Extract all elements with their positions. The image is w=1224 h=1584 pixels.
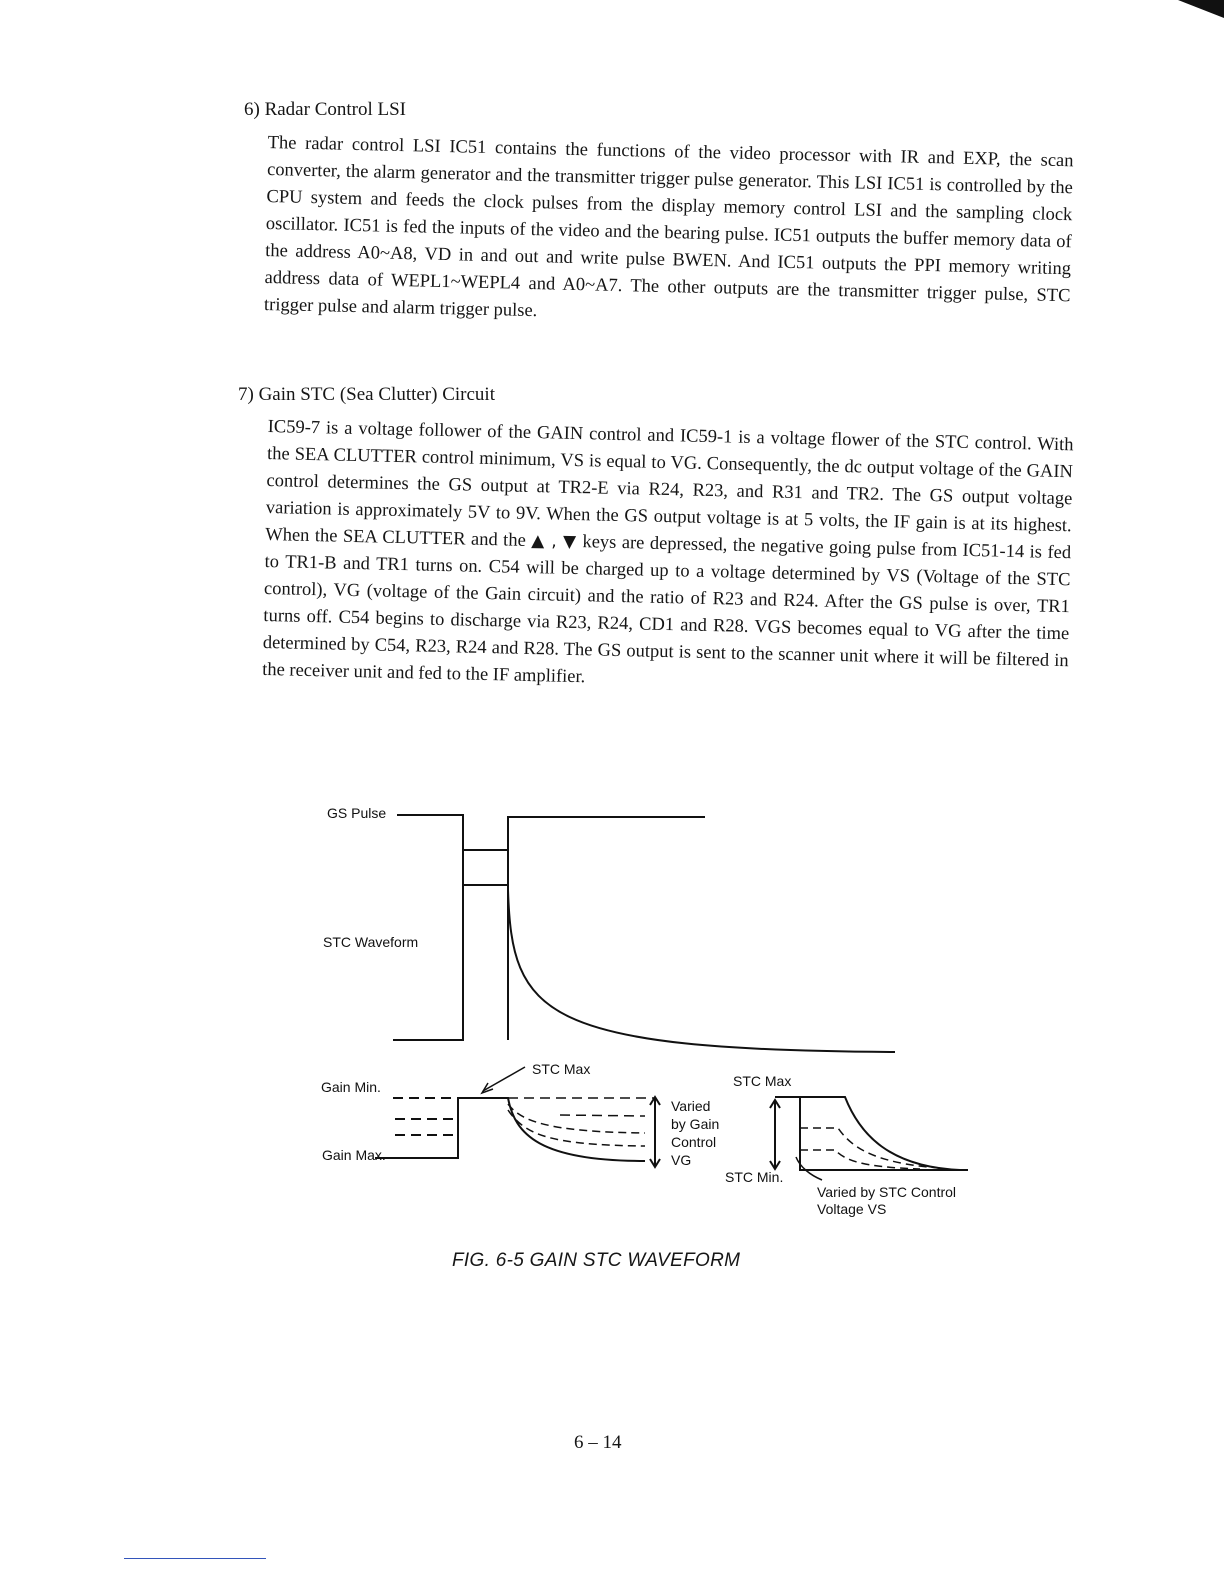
section-heading-gain-stc: 7) Gain STC (Sea Clutter) Circuit: [238, 384, 495, 405]
label-varied-line3: Control: [671, 1134, 717, 1150]
stc-curves-varied-by-gain: [503, 1098, 655, 1161]
label-stc-min: STC Min.: [725, 1169, 784, 1185]
bottom-rule: [124, 1558, 266, 1559]
page-number: 6 – 14: [574, 1432, 622, 1453]
up-down-keys-symbols: ▲ , ▼: [531, 531, 578, 553]
label-varied-line2: by Gain: [671, 1116, 720, 1132]
label-stc-waveform: STC Waveform: [323, 934, 419, 950]
label-stc-max-right: STC Max: [733, 1073, 792, 1089]
label-varied-line1: Varied: [671, 1098, 711, 1114]
gain-stc-waveform-diagram: [300, 795, 980, 1230]
label-gain-min: Gain Min.: [321, 1079, 381, 1095]
stc-max-leader: [483, 1067, 525, 1091]
gain-levels: [375, 1098, 503, 1158]
label-varied-line4: VG: [671, 1152, 692, 1168]
label-gs-pulse: GS Pulse: [327, 805, 387, 821]
varied-by-gain-arrow: [650, 1097, 660, 1167]
gs-pulse-waveform: [393, 815, 705, 1040]
paragraph-gain-stc: [262, 414, 1074, 702]
label-varied-by-stc-line2: Voltage VS: [817, 1201, 887, 1217]
label-stc-max-left: STC Max: [532, 1061, 591, 1077]
stc-level-diagram-right: [770, 1097, 968, 1180]
paragraph-gain-stc-part2: keys are depressed, the negative going pulse from IC51-14 is fed to TR1-B and TR1 turns on. C54 will be charged up to a voltage determined by VS (Voltage of the STC control), VG (voltage of the Gain circuit) and the ratio of R23 and R24. After the GS pulse is over, TR1 turns off. C54 begins to discharge via R23, R24, CD1 and R28. VGS becomes equal to VG after the time determined by C54, R23, R24 and R28. The GS output is sent to the scanner unit where it will be filtered in the receiver unit and fed to the IF amplifier.: [261, 532, 1072, 688]
paragraph-gain-stc-part1: IC59-7 is a voltage follower of the GAIN control and IC59-1 is a voltage flower of the STC control. With the SEA CLUTTER control minimum, VS is equal to VG. Consequently, the dc output voltage of the GAIN control determines the GS output at TR2-E via R24, R23, and R31 and TR2. The GS output voltage variation is approximately 5V to 9V. When the GS output voltage is at 5 volts, the IF gain is at its highest. When the SEA CLUTTER and the: [265, 416, 1074, 551]
paragraph-radar-control-lsi: The radar control LSI IC51 contains the functions of the video processor with IR and EXP, the scan converter, the alarm generator and the transmitter trigger pulse generator. This LSI IC51 is controlled by the CPU system and feeds the clock pulses from the display memory control LSI and the sampling clock oscillator. IC51 is fed the inputs of the video and the bearing pulse. IC51 outputs the buffer memory data of the address A0~A8, VD in and out and write pulse BWEN. And IC51 outputs the PPI memory writing address data of WEPL1~WEPL4 and A0~A7. The other outputs are the transmitter trigger pulse, STC trigger pulse and alarm trigger pulse.: [263, 132, 1074, 322]
stc-waveform-curve: [508, 890, 895, 1052]
section-heading-radar-control-lsi: 6) Radar Control LSI: [244, 99, 407, 120]
label-gain-max: Gain Max.: [322, 1147, 386, 1163]
figure-caption: FIG. 6-5 GAIN STC WAVEFORM: [452, 1250, 741, 1271]
corner-binding-mark: [1178, 0, 1224, 18]
label-varied-by-stc-line1: Varied by STC Control: [817, 1184, 957, 1200]
